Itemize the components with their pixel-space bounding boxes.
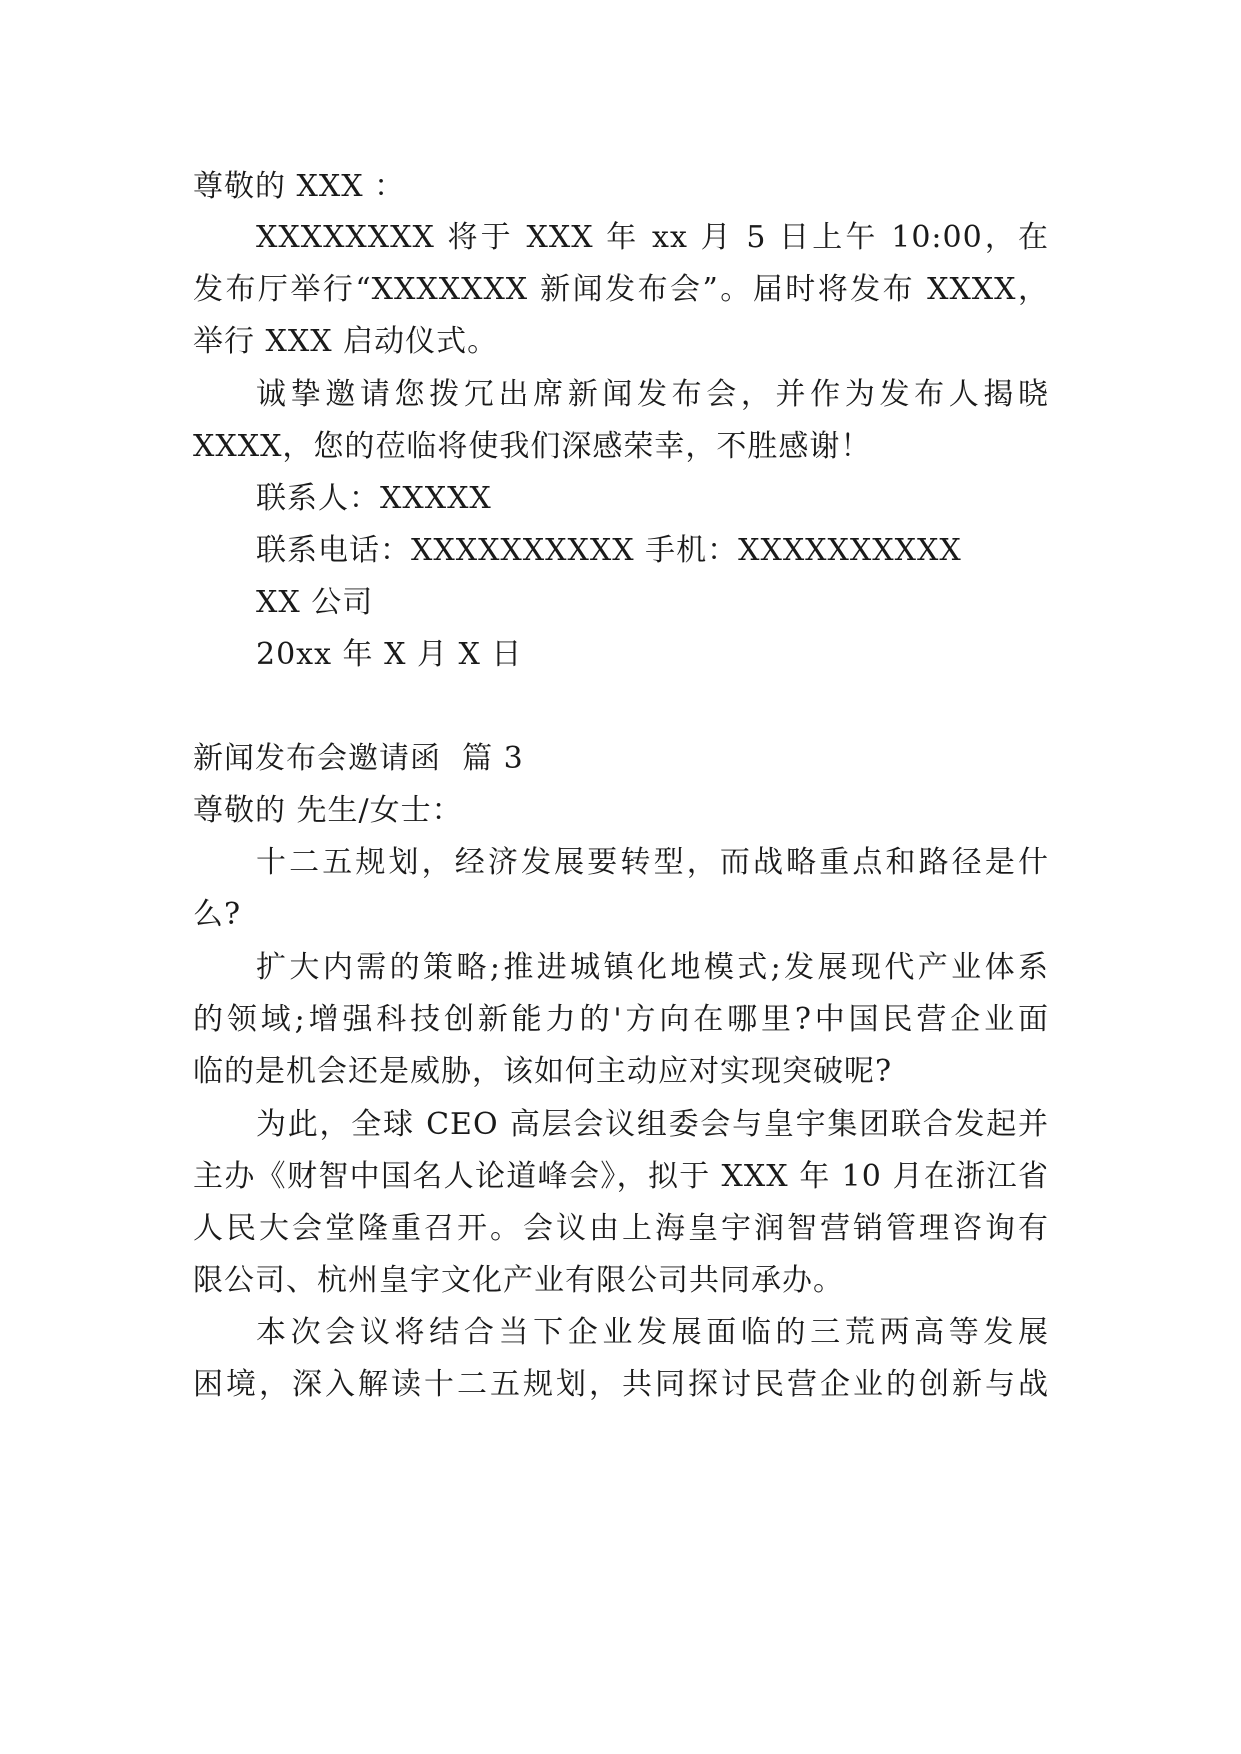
paragraph-line: 人民大会堂隆重召开。会议由上海皇宇润智营销管理咨询有 xyxy=(193,1211,1049,1246)
contact-person: 联系人：XXXXX xyxy=(256,481,492,516)
paragraph-line: 的领域;增强科技创新能力的'方向在哪里?中国民营企业面 xyxy=(193,1002,1049,1037)
paragraph-line: 临的是机会还是威胁，该如何主动应对实现突破呢? xyxy=(193,1054,893,1089)
paragraph-line: 发布厅举行“XXXXXXX 新闻发布会”。届时将发布 XXXX， xyxy=(193,272,1049,307)
paragraph-line: 本次会议将结合当下企业发展面临的三荒两高等发展 xyxy=(256,1315,1049,1350)
company-name: XX 公司 xyxy=(256,585,374,620)
paragraph-line: XXXX，您的莅临将使我们深感荣幸，不胜感谢！ xyxy=(193,429,872,464)
paragraph-line: XXXXXXXX 将于 XXX 年 xx 月 5 日上午 10:00，在 xyxy=(256,220,1049,255)
paragraph-line: 限公司、杭州皇宇文化产业有限公司共同承办。 xyxy=(193,1263,844,1298)
contact-phone: 联系电话：XXXXXXXXXX 手机：XXXXXXXXXX xyxy=(256,533,962,568)
paragraph-line: 诚挚邀请您拨冗出席新闻发布会，并作为发布人揭晓 xyxy=(256,377,1049,412)
paragraph-line: 困境，深入解读十二五规划，共同探讨民营企业的创新与战 xyxy=(193,1367,1049,1402)
paragraph-line: 十二五规划，经济发展要转型，而战略重点和路径是什 xyxy=(256,845,1049,880)
paragraph-line: 主办《财智中国名人论道峰会》，拟于 XXX 年 10 月在浙江省 xyxy=(193,1159,1049,1194)
salutation: 尊敬的 先生/女士： xyxy=(193,793,463,828)
salutation: 尊敬的 XXX ： xyxy=(193,169,406,204)
paragraph-line: 么? xyxy=(193,897,242,932)
paragraph-line: 扩大内需的策略;推进城镇化地模式;发展现代产业体系 xyxy=(256,950,1049,985)
paragraph-line: 为此，全球 CEO 高层会议组委会与皇宇集团联合发起并 xyxy=(256,1107,1049,1142)
letter-date: 20xx 年 X 月 X 日 xyxy=(256,637,523,672)
section-title: 新闻发布会邀请函 篇 3 xyxy=(193,741,524,776)
paragraph-line: 举行 XXX 启动仪式。 xyxy=(193,324,499,359)
